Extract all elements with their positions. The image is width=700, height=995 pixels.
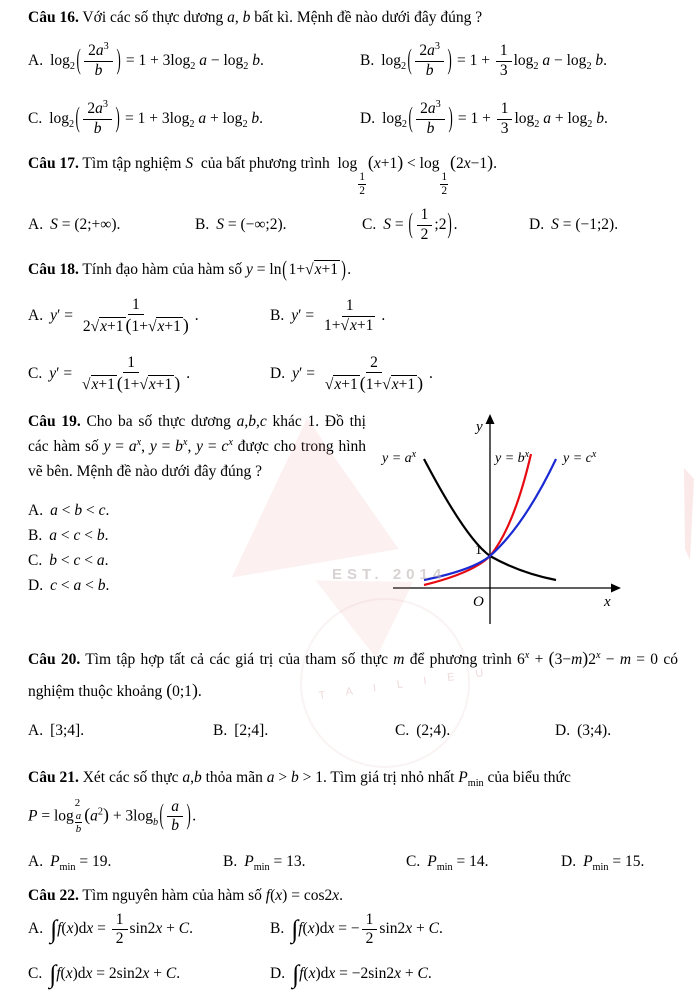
- question-22-options-row-1: [28, 909, 678, 951]
- question-22-head: [28, 884, 678, 907]
- option-21-b: B. $P_{min} = 13$.: [223, 852, 306, 873]
- option-17-c: C. S = ( $\frac{1}{2}$ ;2).: [362, 206, 458, 243]
- question-21-options-row: [28, 848, 678, 876]
- option-18-b: B. y′ = $\frac{1}{1+√x+1}$ .: [270, 297, 386, 334]
- question-17-text: Tìm tập nghiệm S của bất phương trình log $\frac{1}{2}$ (x+1) < log $\frac{1}{2}$ (2x−1).: [78, 152, 497, 197]
- curve-b-exponential: [424, 454, 531, 585]
- x-axis-label: x: [604, 594, 611, 611]
- curve-a-label: $y = a^x$: [382, 449, 417, 467]
- question-20-label: Câu 20.: [28, 651, 81, 669]
- option-16-d: D. $\log_2$( $\frac{2a^3}{b}$ ) = 1 + $\frac{1}{3}$ $\log_2 a + \log_2 b$.: [360, 99, 608, 137]
- watermark-stamp-text: T A I L I E U: [318, 665, 494, 703]
- curve-c-label: $y = c^x$: [563, 449, 597, 467]
- option-17-b: B. S = (−∞;2).: [195, 216, 287, 234]
- question-17-head: [28, 152, 678, 197]
- question-18-label: Câu 18.: [28, 260, 79, 278]
- option-20-b: B. [2;4].: [213, 722, 269, 740]
- intersection-one-label: 1: [475, 543, 482, 559]
- option-19-b: B. a < c < b.: [28, 526, 109, 544]
- option-20-d: D. (3;4).: [555, 722, 612, 740]
- question-17-label: Câu 17.: [28, 155, 79, 173]
- option-16-a: A. $\log_2$( $\frac{2a^3}{b}$ ) = $1 + 3\log_2$ $a - \log_2 b$.: [28, 41, 264, 79]
- question-19-label: Câu 19.: [28, 413, 81, 431]
- exponential-graphs-figure: [378, 409, 678, 629]
- watermark-shape: [684, 468, 694, 560]
- question-22: [28, 884, 678, 995]
- question-20-text: Tìm tập hợp tất cả các giá trị của tham số thực m để phương trình $6^x + (3-m)2^x - m = 0$ có nghiệm thuộc khoảng (0;1).: [28, 648, 678, 701]
- option-18-c: C. y′ = $\frac{1}{√x+1 (1+√x+1 )}$ .: [28, 353, 191, 394]
- question-18: [28, 253, 678, 401]
- question-16-options-row-2: [28, 93, 678, 145]
- option-22-c: C. ∫f(x)dx = 2sin2x + C.: [28, 959, 181, 989]
- question-21-formula: P = log 2 $\frac{a}{b}$ $(a^2) + 3\log_b$( $\frac{a}{b}$ ).: [28, 796, 197, 836]
- question-19-options-list: [28, 498, 366, 598]
- option-17-a: A. S = (2;+∞).: [28, 216, 121, 234]
- question-17-options-row: [28, 203, 678, 247]
- option-16-b: B. $\log_2$( $\frac{2a^3}{b}$ ) = 1 + $\frac{1}{3}$ $\log_2 a - \log_2 b$.: [360, 41, 608, 79]
- question-16-text: Với các số thực dương a, b bất kì. Mệnh đề nào dưới đây đúng ?: [78, 9, 483, 26]
- option-17-d: D. S = (−1;2).: [529, 216, 619, 234]
- question-20: [28, 642, 678, 744]
- question-18-options-row-1: [28, 289, 678, 343]
- question-19-figure: [378, 409, 678, 634]
- option-21-c: C. $P_{min} = 14$.: [406, 852, 489, 873]
- question-21-text: Xét các số thực a,b thỏa mãn a > b > 1. Tìm giá trị nhỏ nhất $P_{min}$ của biểu thức: [78, 769, 571, 790]
- option-16-c: C. $\log_2$( $\frac{2a^3}{b}$ ) = $1 + 3\log_2$ $a + \log_2 b$.: [28, 99, 264, 137]
- question-19-head: [28, 409, 366, 484]
- option-20-c: C. (2;4).: [395, 722, 451, 740]
- question-16-label: Câu 16.: [28, 9, 79, 26]
- y-axis-label: y: [476, 419, 483, 436]
- option-18-d: D. y′ = $\frac{2}{√x+1 (1+√x+1 )}$ .: [270, 353, 433, 394]
- question-16: [28, 6, 678, 145]
- origin-label: O: [473, 594, 484, 611]
- option-19-c: C. b < c < a.: [28, 551, 109, 569]
- option-18-a: A. y′ = $\frac{1}{2√x+1 (1+√x+1 )}$ .: [28, 295, 199, 336]
- question-18-text: Tính đạo hàm của hàm số y = ln(1+√x+1 ).: [78, 256, 352, 282]
- question-19-left-column: [28, 409, 378, 634]
- option-22-b: B. ∫f(x)dx = − $\frac{1}{2}$ sin2x + C.: [270, 911, 443, 948]
- y-axis-arrow: [486, 414, 495, 424]
- question-20-head: [28, 642, 678, 706]
- question-17: [28, 152, 678, 247]
- option-19-a: A. a < b < c.: [28, 501, 110, 519]
- question-22-options-row-2: [28, 953, 678, 995]
- option-20-a: A. [3;4].: [28, 722, 85, 740]
- option-21-a: A. $P_{min} = 19$.: [28, 852, 112, 873]
- option-22-d: D. ∫f(x)dx = −2sin2x + C.: [270, 959, 432, 989]
- option-21-d: D. $P_{min} = 15$.: [561, 852, 645, 873]
- question-22-label: Câu 22.: [28, 886, 79, 904]
- x-axis-arrow: [611, 584, 621, 593]
- question-21-label: Câu 21.: [28, 769, 79, 787]
- question-20-options-row: [28, 718, 678, 744]
- curve-b-label: $y = b^x$: [495, 449, 530, 467]
- option-19-d: D. c < a < b.: [28, 576, 110, 594]
- question-18-head: [28, 253, 678, 285]
- question-21: [28, 766, 678, 875]
- question-19-text: Cho ba số thực dương a,b,c khác 1. Đồ thị các hàm số $y = a^x$, $y = b^x$, $y = c^x$ được cho trong hình vẽ bên. Mệnh đề nào dưới đây đúng ?: [28, 413, 367, 481]
- question-21-head: [28, 766, 678, 789]
- watermark-est-text: EST. 2014: [332, 566, 447, 583]
- question-19: [28, 409, 678, 634]
- question-18-options-row-2: [28, 347, 678, 401]
- question-16-head: [28, 6, 678, 29]
- question-16-options-row-1: [28, 35, 678, 87]
- question-22-text: Tìm nguyên hàm của hàm số f(x) = cos2x.: [78, 886, 344, 904]
- option-22-a: A. ∫f(x)dx = $\frac{1}{2}$ sin2x + C.: [28, 911, 193, 948]
